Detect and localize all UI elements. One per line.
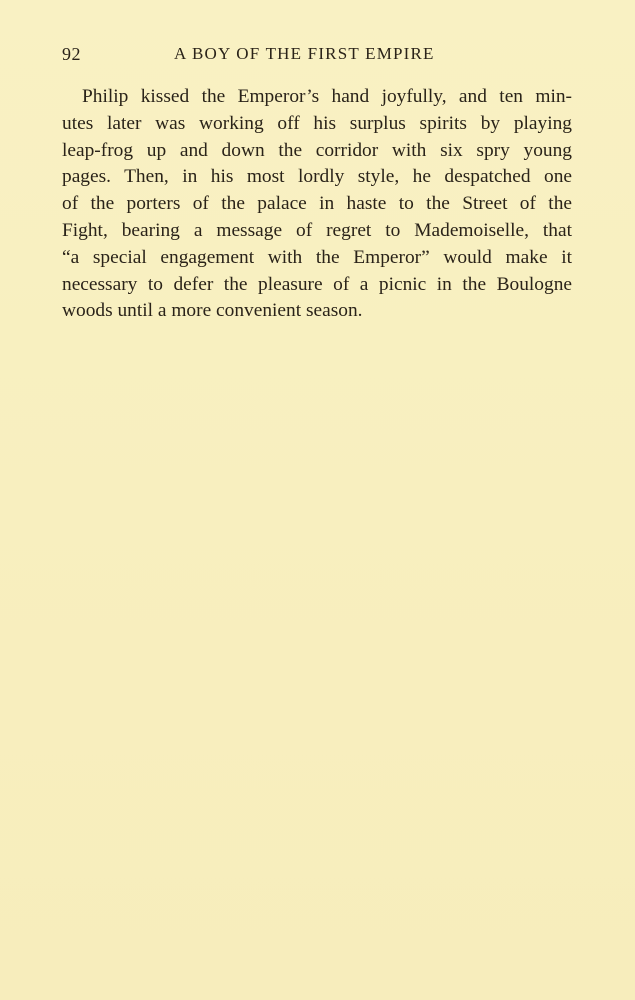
text-line: Fight, bearing a message of regret to Mademoiselle, that <box>62 219 572 241</box>
text-line: “a special engagement with the Emperor” would make it <box>62 246 572 268</box>
text-line: leap-frog up and down the corridor with six spry young <box>62 139 572 161</box>
text-line: woods until a more convenient season. <box>62 300 363 322</box>
page-header <box>62 44 572 70</box>
running-title: A BOY OF THE FIRST EMPIRE <box>174 44 435 63</box>
text-line: of the porters of the palace in haste to the Street of the <box>62 193 572 215</box>
text-line: necessary to defer the pleasure of a picnic in the Boulogne <box>62 273 572 295</box>
page-number: 92 <box>62 44 81 64</box>
text-line: utes later was working off his surplus spirits by playing <box>62 112 572 134</box>
body-paragraph <box>62 84 572 325</box>
text-line: pages. Then, in his most lordly style, he despatched one <box>62 166 572 188</box>
text-line: Philip kissed the Emperor’s hand joyfully, and ten min- <box>82 86 572 107</box>
